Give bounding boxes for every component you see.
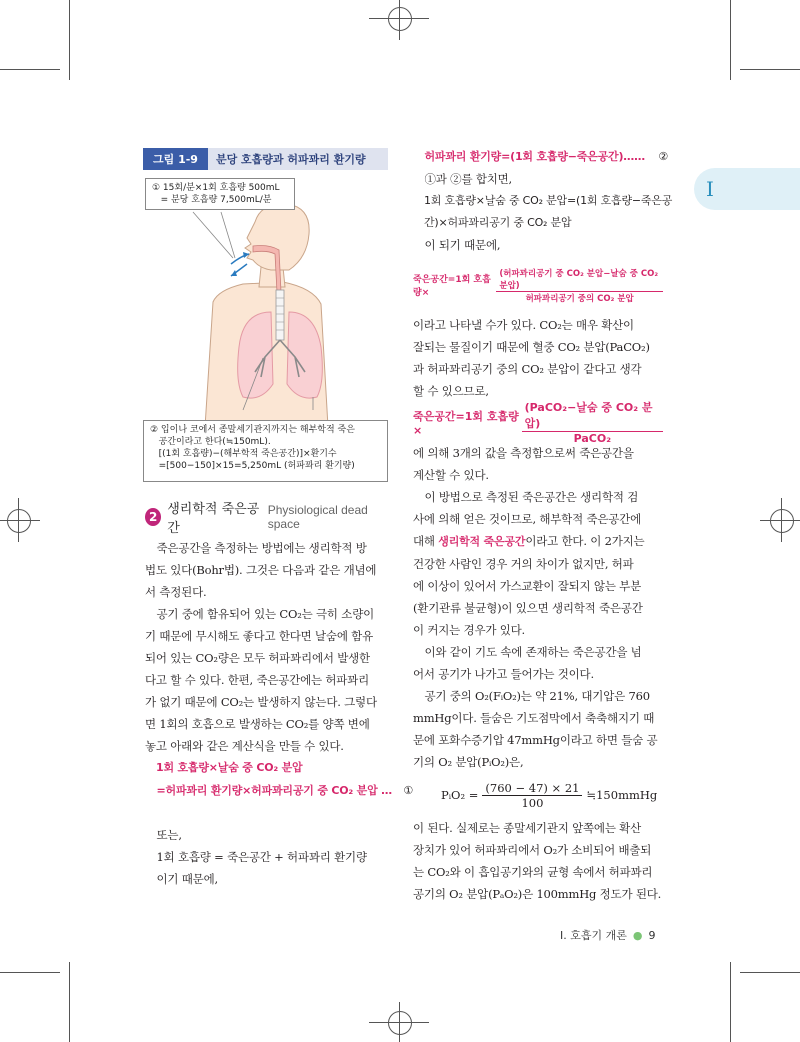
formula-denominator: 100 [521,795,544,810]
paragraph: 공기 중의 O₂(FᵢO₂)는 약 21%, 대기압은 760 mmHg이다. 들숨은 기도점막에서 축축해지기 때 문에 포화수증기압 47mmHg이라고 하면 들숨 공 기의 O₂ 분압(PᵢO₂)은, [413,689,658,769]
section-title-en: Physiological dead space [267,503,368,531]
left-column [145,502,414,890]
right-column [413,145,673,905]
formula-numerator: (허파꽈리공기 중 CO₂ 분압−날숨 중 CO₂ 분압) [496,267,663,292]
paragraph: 이 된다. 실제로는 종말세기관지 앞쪽에는 확산 장치가 있어 허파꽈리에서 O₂가 소비되어 배출되 는 CO₂와 이 흡입공기와의 균형 속에서 허파꽈리 공기의 O₂ 분압(PₐO₂)은 100mmHg 정도가 된다. [413,821,662,901]
figure-callout-2: ② 입이나 코에서 종말세기관지까지는 해부학적 죽은 공간이라고 한다(≒150mL). [(1회 호흡량)−(해부학적 죽은공간)]×환기수 =[500−150]×15=5,250mL (허파꽈리 환기량) [143,420,388,482]
dot-icon: ● [632,929,643,942]
respiratory-illustration [143,172,393,427]
crop-mark [0,69,60,70]
crop-mark [0,972,60,973]
paragraph: 죽은공간을 측정하는 방법에는 생리학적 방 법도 있다(Bohr법). 그것은 다음과 같은 개념에 서 측정된다. [145,541,377,599]
paragraph: ①과 ②를 합치면, 1회 호흡량×날숨 중 CO₂ 분압=(1회 호흡량−죽은공 간)×허파꽈리공기 중 CO₂ 분압 이 되기 때문에, [424,172,673,252]
formula-denominator: 허파꽈리공기 중의 CO₂ 분압 [525,293,634,304]
page-footer [560,927,655,943]
chapter-tab-label: I [706,177,714,201]
equation-1-line-2: =허파꽈리 환기량×허파꽈리공기 중 CO₂ 분압 … ① [156,784,414,797]
paragraph: 이 방법으로 측정된 죽은공간은 생리학적 검 사에 의해 얻은 것이므로, 해부학적 죽은공간에 대해 생리학적 죽은공간이라고 한다. 이 2가지는 건강한 사람인 경우 거의 차이가 없지만, 허파 에 이상이 있어서 가스교환이 잘되지 않는 부분 (환기관류 불균형)이 있으면 생리학적 죽은공간 이 커지는 경우가 있다. [413,490,645,637]
figure-label: 그림 1-9 [143,148,208,170]
chapter-tab[interactable] [694,168,800,210]
paragraph: 또는, 1회 호흡량 = 죽은공간 + 허파꽈리 환기량 이기 때문에, [156,828,367,886]
equation-1-line-1: 1회 호흡량×날숨 중 CO₂ 분압 [156,761,303,774]
section-heading [145,502,390,536]
crop-mark [69,962,70,1042]
figure-callout-1: ① 15회/분×1회 호흡량 500mL = 분당 호흡량 7,500mL/분 [145,178,295,210]
registration-mark [770,509,794,533]
crop-mark [730,962,731,1042]
registration-mark [388,1011,412,1035]
crop-mark [730,0,731,80]
registration-mark [7,509,31,533]
formula-dead-space-2: 죽은공간=1회 호흡량× $\frac{\text{(PaCO₂−날숨 중 CO₂ 분압)}}{\text{PaCO₂}}$ [413,402,663,442]
crop-mark [740,972,800,973]
formula-denominator: PaCO₂ [573,432,612,445]
crop-mark [740,69,800,70]
figure-title-bar [143,148,388,170]
paragraph: 이라고 나타낼 수가 있다. CO₂는 매우 확산이 잘되는 물질이기 때문에 혈중 CO₂ 분압(PaCO₂) 과 허파꽈리공기 중의 CO₂ 분압이 같다고 생각 할 수 있으므로, [413,318,650,398]
formula-numerator: (PaCO₂−날숨 중 CO₂ 분압) [522,399,663,432]
section-number: 2 [145,508,161,526]
crop-mark [69,0,70,80]
paragraph: 이와 같이 기도 속에 존재하는 죽은공간을 넘 어서 공기가 나가고 들어가는 것이다. [413,645,642,681]
section-title: 생리학적 죽은공간 [167,502,260,536]
paragraph: 공기 중에 함유되어 있는 CO₂는 극히 소량이 기 때문에 무시해도 좋다고 한다면 날숨에 함유 되어 있는 CO₂량은 모두 허파꽈리에서 발생한 다고 할 수 있다. 한편, 죽은공간에는 허파꽈리 가 없기 때문에 CO₂는 발생하지 않는다. 그렇다 면 1회의 호흡으로 발생하는 CO₂를 양쪽 변에 놓고 아래와 같은 계산식을 만들 수 있다. [145,607,377,753]
highlight-term: 생리학적 죽은공간 [438,535,526,548]
equation-2: 허파꽈리 환기량=(1회 호흡량−죽은공간)…… ② [424,150,669,163]
footer-chapter: I. 호흡기 개론 [560,929,627,942]
formula-dead-space-1: 죽은공간=1회 호흡량× $\frac{\text{(허파꽈리공기 중 CO₂ 분압−날숨 중 CO₂ 분압)}}{\text{허파꽈리공기 중의 CO₂ 분압}}$ [413,256,663,314]
figure-caption: 분당 호흡량과 허파꽈리 환기량 [215,153,366,166]
page-number: 9 [648,929,656,942]
formula-numerator: (760 − 47) × 21 [482,781,582,796]
paragraph: 에 의해 3개의 값을 측정함으로써 죽은공간을 계산할 수 있다. [413,446,634,482]
formula-pio2: PᵢO₂ = $\frac{(760 - 47) \times 21}{100}$ ≒150mmHg [441,780,658,810]
registration-mark [388,7,412,31]
